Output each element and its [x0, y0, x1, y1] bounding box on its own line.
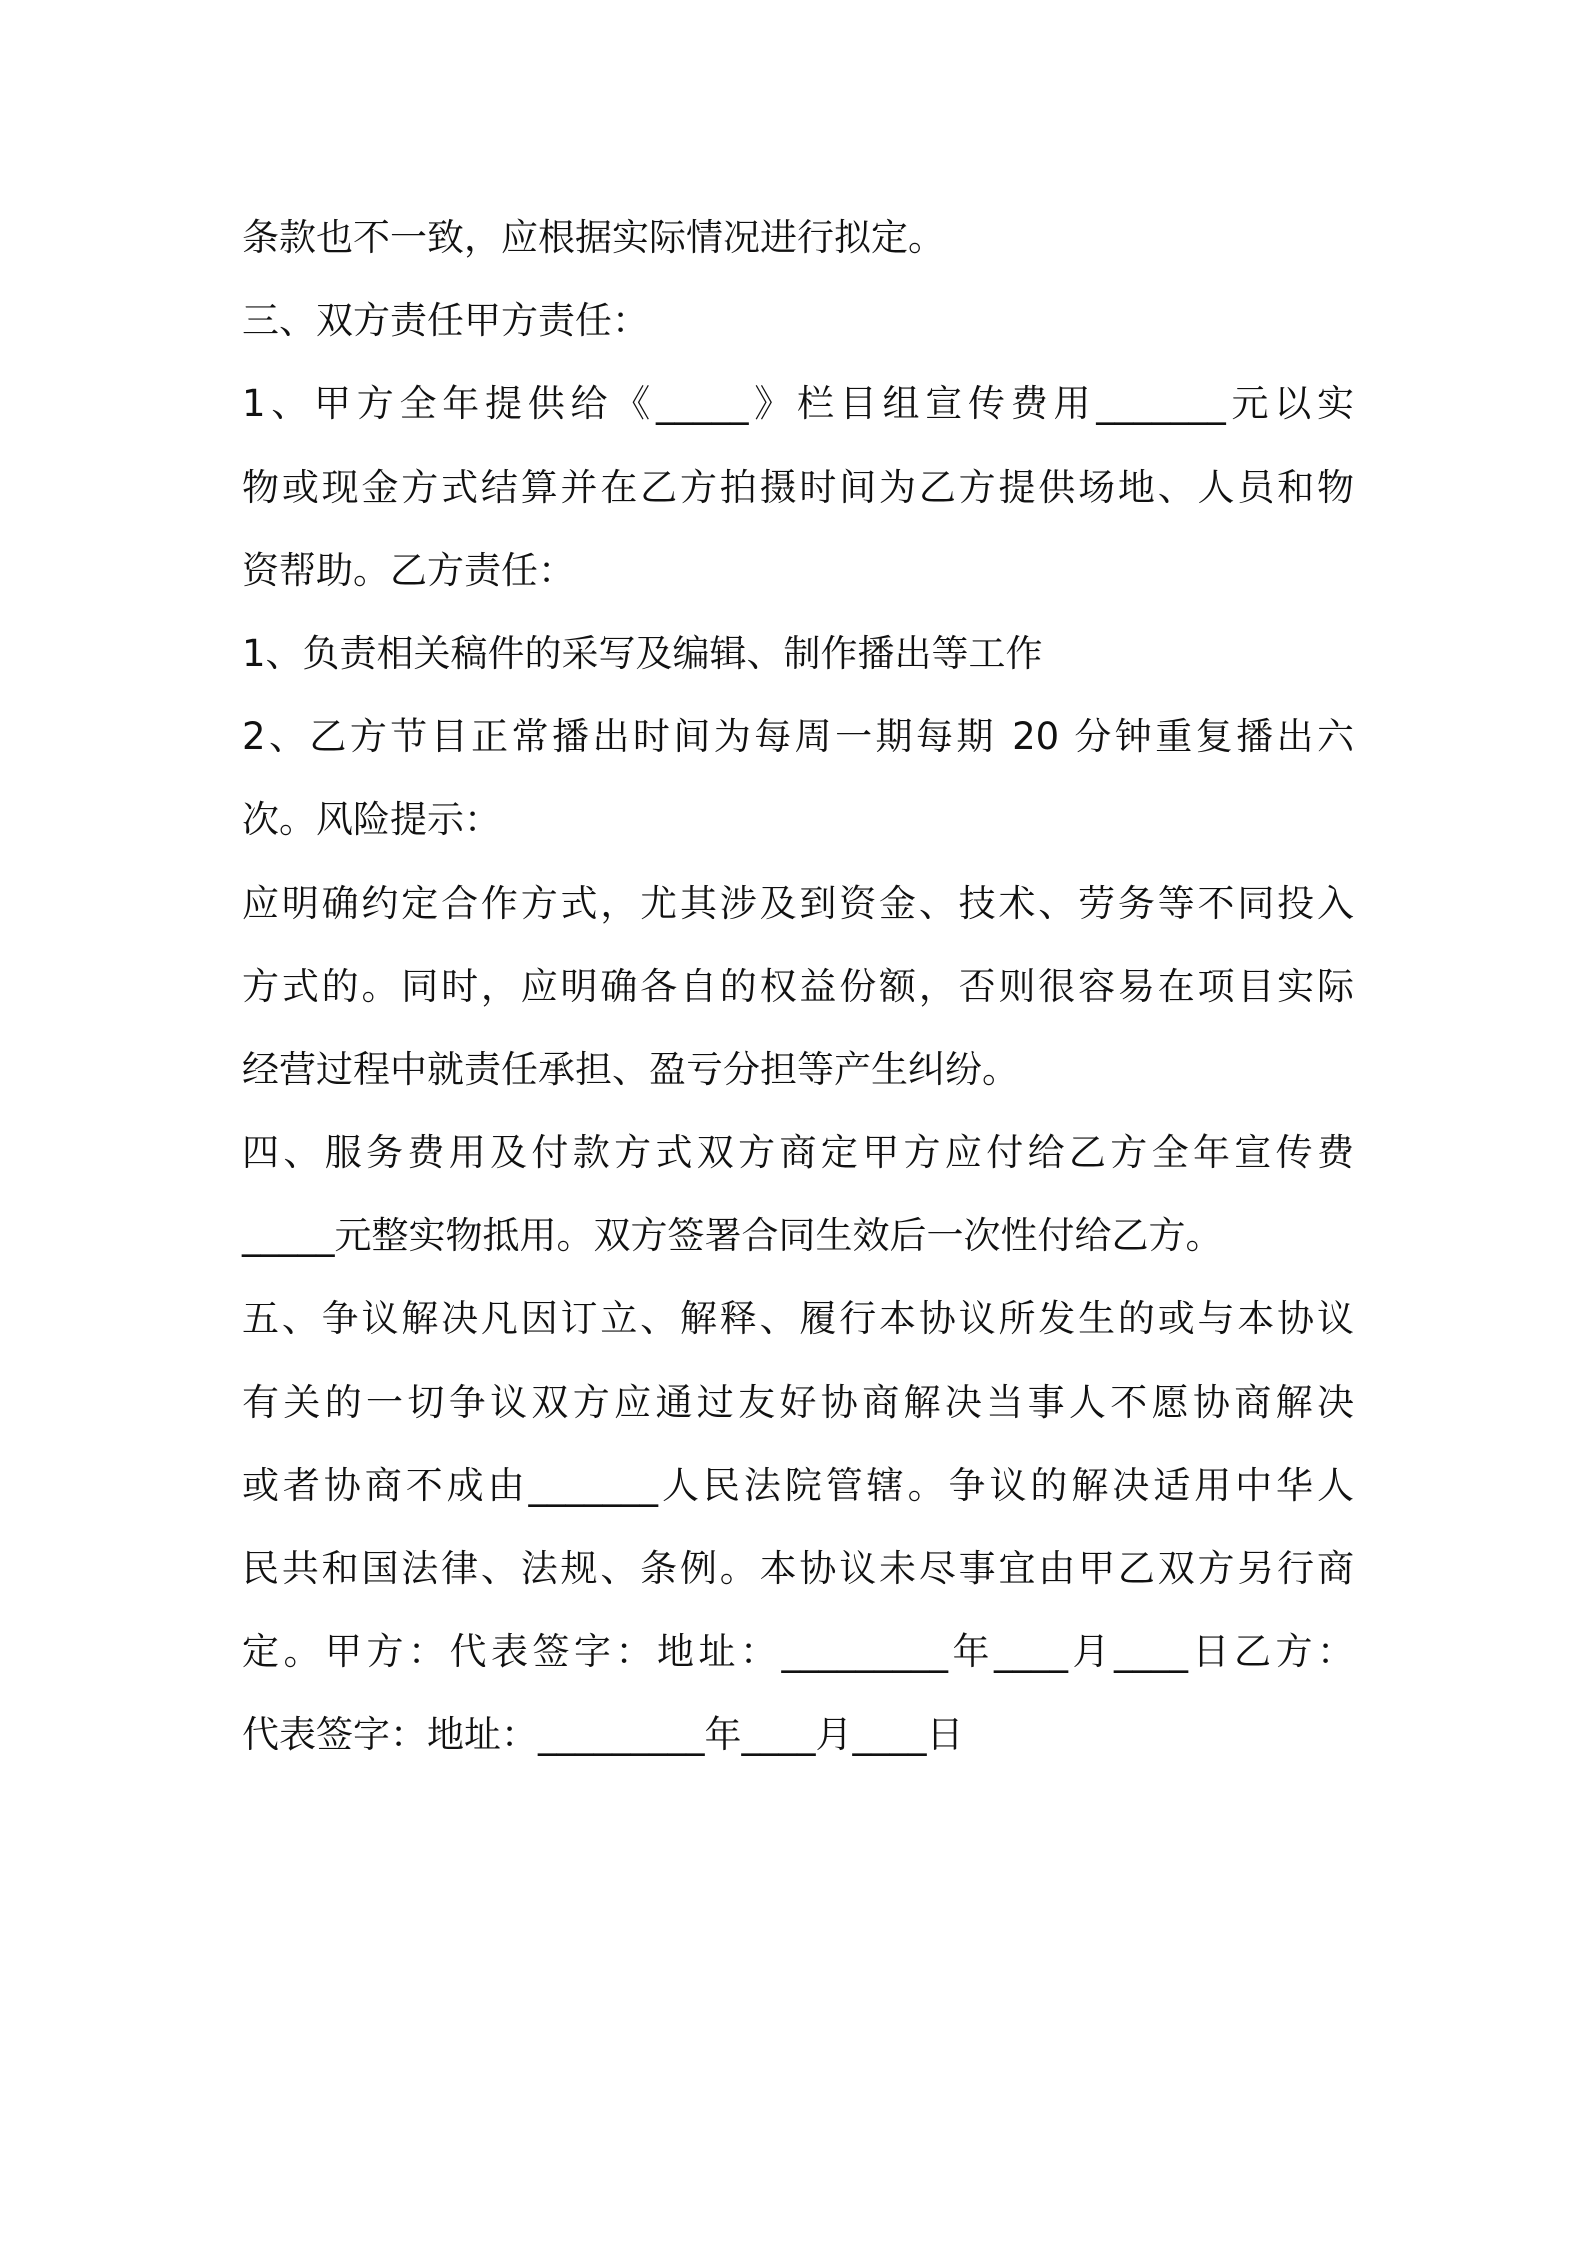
text-line-3: 1、甲方全年提供给《_____》栏目组宣传费用_______元以实: [242, 382, 1354, 426]
text-line-15: 有关的一切争议双方应通过友好协商解决当事人不愿协商解决: [242, 1380, 1354, 1424]
text-line-9: 应明确约定合作方式，尤其涉及到资金、技术、劳务等不同投入: [242, 881, 1354, 925]
text-line-13: _____元整实物抵用。双方签署合同生效后一次性付给乙方。: [242, 1214, 1223, 1258]
text-line-10: 方式的。同时，应明确各自的权益份额，否则很容易在项目实际: [242, 964, 1354, 1008]
document-body: [242, 196, 1354, 1777]
text-line-6: 1、负责相关稿件的采写及编辑、制作播出等工作: [242, 631, 1043, 675]
section-heading-disputes: 五、争议解决凡因订立、解释、履行本协议所发生的或与本协议: [242, 1297, 1354, 1341]
section-heading-fees: 四、服务费用及付款方式双方商定甲方应付给乙方全年宣传费: [242, 1131, 1354, 1175]
signature-line-party-a: 定。甲方：代表签字：地址：_________年____月____日乙方：: [242, 1630, 1354, 1674]
text-line-4: 物或现金方式结算并在乙方拍摄时间为乙方提供场地、人员和物: [242, 465, 1354, 509]
text-line-11: 经营过程中就责任承担、盈亏分担等产生纠纷。: [242, 1047, 1019, 1091]
text-line-8: 次。风险提示：: [242, 798, 501, 842]
signature-line-party-b: 代表签字：地址：_________年____月____日: [242, 1713, 964, 1757]
text-line-7: 2、乙方节目正常播出时间为每周一期每期 20 分钟重复播出六: [242, 715, 1354, 759]
section-heading-responsibilities: 三、双方责任甲方责任：: [242, 299, 649, 343]
text-line-16: 或者协商不成由_______人民法院管辖。争议的解决适用中华人: [242, 1463, 1354, 1507]
text-line-17: 民共和国法律、法规、条例。本协议未尽事宜由甲乙双方另行商: [242, 1547, 1354, 1590]
text-line-1: 条款也不一致，应根据实际情况进行拟定。: [242, 216, 945, 259]
text-line-5: 资帮助。乙方责任：: [242, 548, 575, 592]
